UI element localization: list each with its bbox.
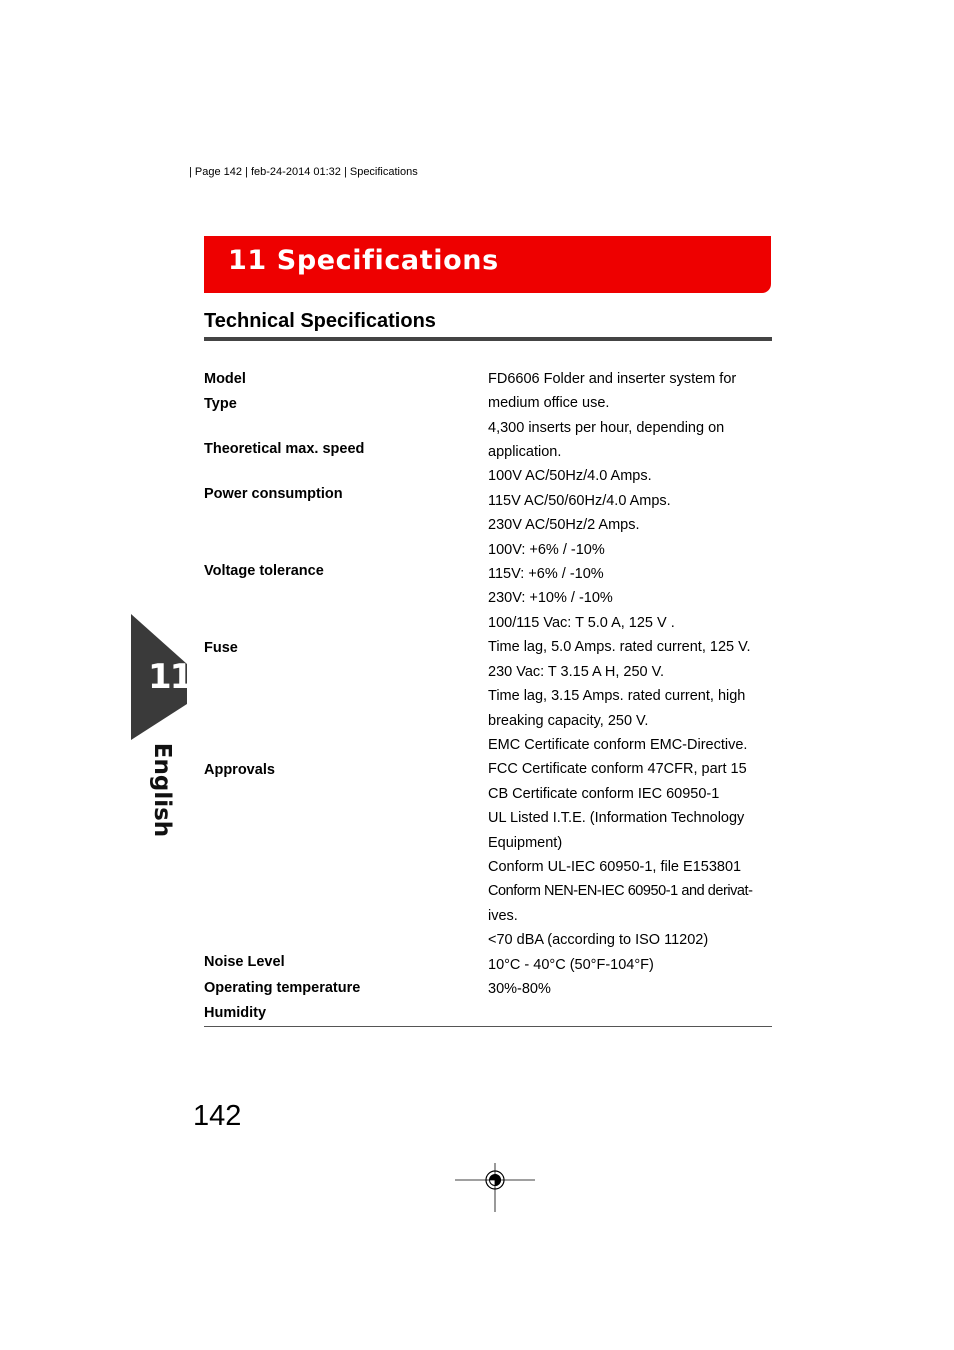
spec-value-line: 230V AC/50Hz/2 Amps.	[488, 517, 640, 533]
spec-label-model: Model	[204, 371, 246, 387]
spec-value-line: Time lag, 5.0 Amps. rated current, 125 V.	[488, 639, 751, 655]
spec-value-line: medium office use.	[488, 395, 610, 411]
section-divider	[204, 337, 772, 341]
section-title: Technical Specifications	[204, 310, 436, 332]
spec-value-line: 100V: +6% / -10%	[488, 542, 605, 558]
spec-value-line: Time lag, 3.15 Amps. rated current, high	[488, 688, 746, 704]
spec-label-power: Power consumption	[204, 486, 343, 502]
spec-value-line: breaking capacity, 250 V.	[488, 713, 649, 729]
spec-value-line: Conform NEN-EN-IEC 60950-1 and derivat-	[488, 883, 753, 899]
spec-value-line: Conform UL-IEC 60950-1, file E153801	[488, 859, 742, 875]
spec-value-line: ives.	[488, 908, 518, 924]
spec-label-voltage: Voltage tolerance	[204, 563, 324, 579]
spec-value-line: EMC Certificate conform EMC-Directive.	[488, 737, 748, 753]
spec-value-line: 100V AC/50Hz/4.0 Amps.	[488, 468, 652, 484]
spec-value-line: 230V: +10% / -10%	[488, 590, 613, 606]
spec-value-line: 30%-80%	[488, 981, 551, 997]
registration-mark-icon	[455, 1158, 535, 1212]
spec-label-fuse: Fuse	[204, 640, 238, 656]
spec-value-line: 115V AC/50/60Hz/4.0 Amps.	[488, 493, 671, 509]
spec-label-type: Type	[204, 396, 237, 412]
spec-value-line: 4,300 inserts per hour, depending on	[488, 420, 725, 436]
spec-label-approvals: Approvals	[204, 762, 275, 778]
spec-label-noise: Noise Level	[204, 954, 285, 970]
spec-value-line: UL Listed I.T.E. (Information Technology	[488, 810, 745, 826]
spec-value-line: 115V: +6% / -10%	[488, 566, 604, 582]
spec-value-line: Equipment)	[488, 835, 563, 851]
side-tab-number: 11	[148, 657, 192, 697]
page-number: 142	[193, 1100, 242, 1132]
spec-value-line: 230 Vac: T 3.15 A H, 250 V.	[488, 664, 665, 680]
chapter-title: 11 Specifications	[228, 245, 499, 276]
spec-value-line: FCC Certificate conform 47CFR, part 15	[488, 761, 747, 777]
table-bottom-rule	[204, 1026, 772, 1027]
spec-label-speed: Theoretical max. speed	[204, 441, 365, 457]
running-header: | Page 142 | feb-24-2014 01:32 | Specifications	[189, 166, 418, 178]
spec-label-humidity: Humidity	[204, 1005, 267, 1021]
spec-value-line: 10°C - 40°C (50°F-104°F)	[488, 957, 654, 973]
spec-label-temperature: Operating temperature	[204, 980, 361, 996]
chapter-banner	[204, 236, 771, 293]
spec-value-line: CB Certificate conform IEC 60950-1	[488, 786, 720, 802]
spec-value-line: 100/115 Vac: T 5.0 A, 125 V .	[488, 615, 675, 631]
spec-value-line: application.	[488, 444, 562, 460]
spec-value-line: FD6606 Folder and inserter system for	[488, 371, 737, 387]
spec-value-line: <70 dBA (according to ISO 11202)	[488, 932, 709, 948]
side-tab-language: English	[149, 742, 175, 838]
